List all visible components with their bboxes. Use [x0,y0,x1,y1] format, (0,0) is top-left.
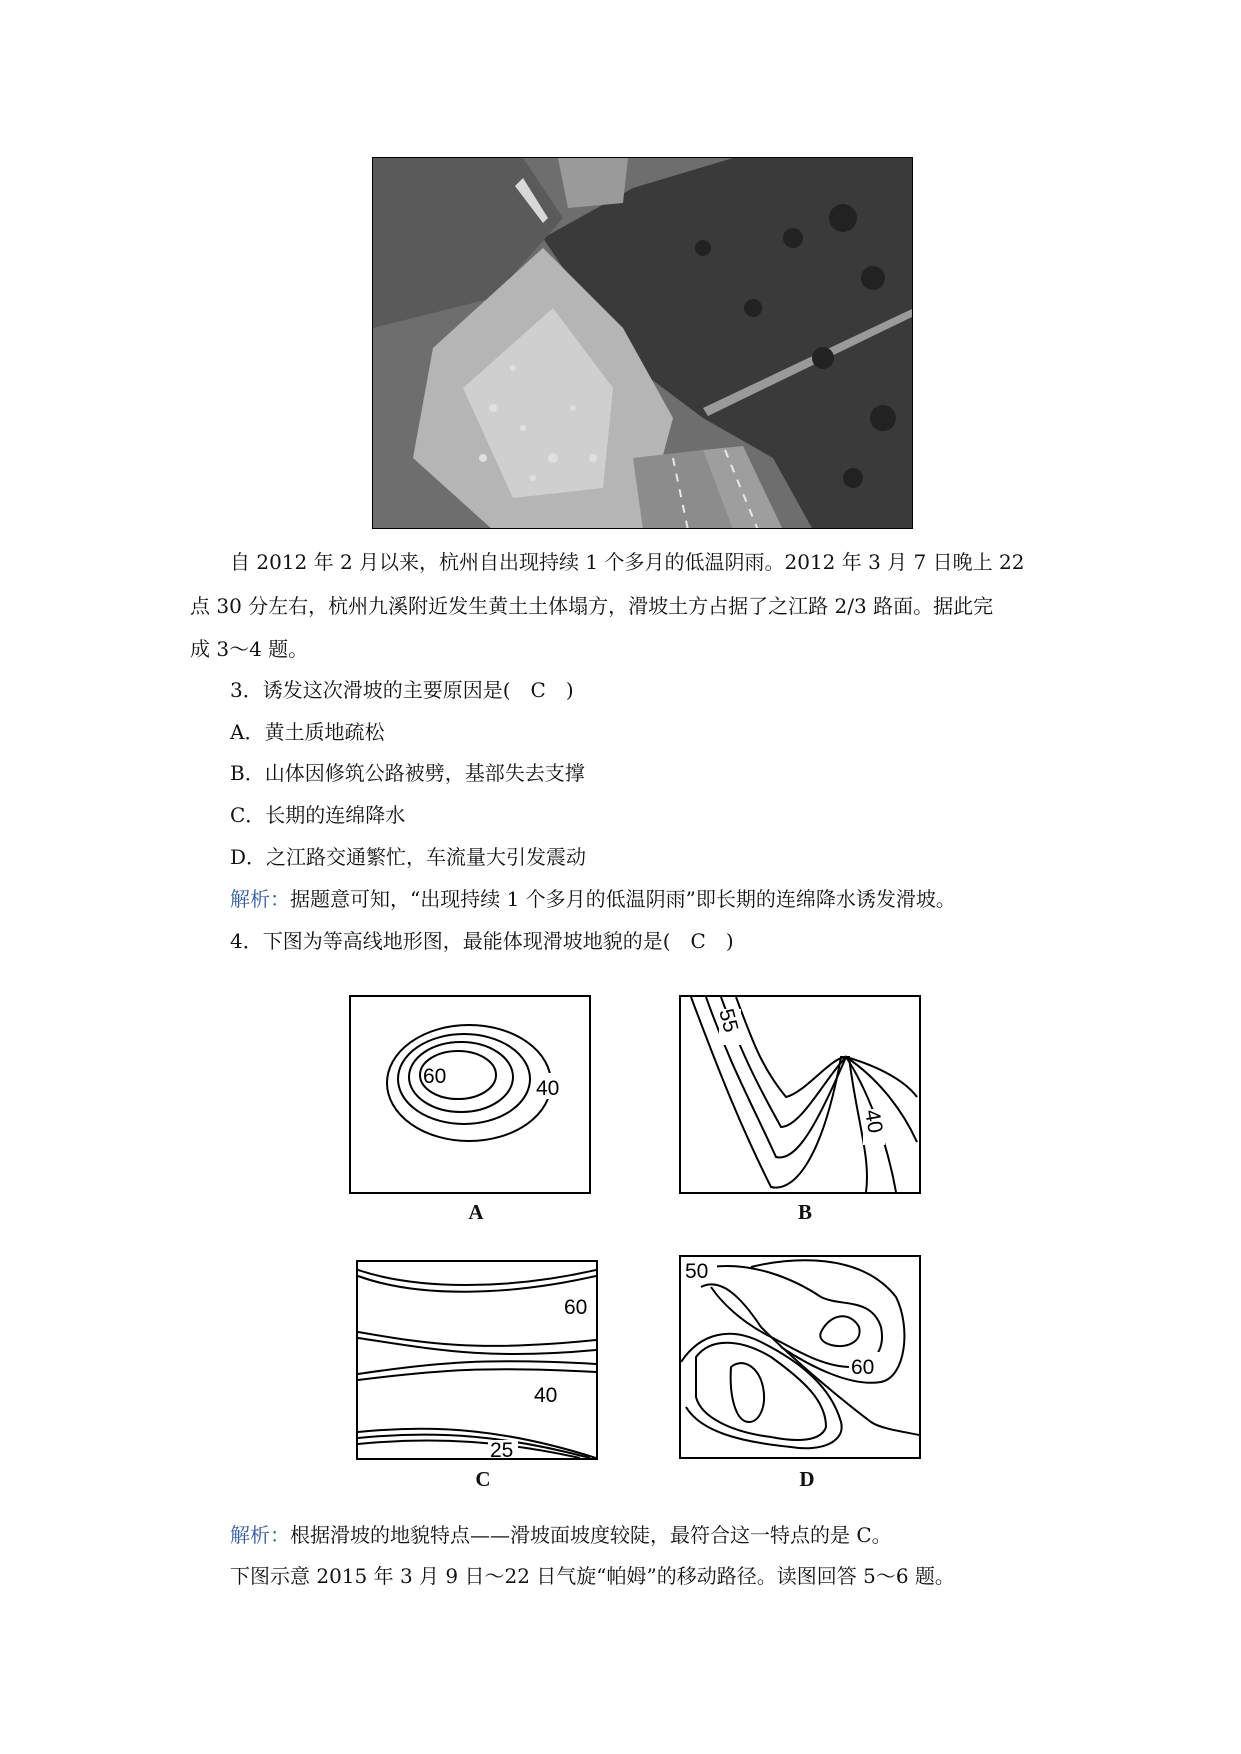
analysis-text: 据题意可知，“出现持续 1 个多月的低温阴雨”即长期的连绵降水诱发滑坡。 [290,887,956,911]
q3-option-a: A．黄土质地疏松 [230,720,385,744]
analysis-label: 解析： [230,1523,290,1547]
contour-map-d [679,1255,921,1459]
q3-option-c: C．长期的连绵降水 [230,803,406,827]
landslide-photo [372,157,913,529]
contour-label: 60 [423,1065,447,1088]
contour-label: 25 [490,1439,514,1458]
intro-line-3: 成 3～4 题。 [190,637,309,661]
contour-label: 60 [564,1296,588,1319]
contour-label: 40 [536,1077,560,1100]
analysis-text: 根据滑坡的地貌特点——滑坡面坡度较陡，最符合这一特点的是 C。 [290,1523,892,1547]
diagram-label-b: B [797,1200,812,1224]
contour-label: 40 [860,1107,887,1135]
contour-label: 55 [714,1006,743,1035]
diagram-label-d: D [799,1467,815,1491]
contour-label: 50 [685,1260,709,1283]
q4-stem: 4．下图为等高线地形图，最能体现滑坡地貌的是( C ) [230,929,734,953]
q3-option-b: B．山体因修筑公路被劈，基部失去支撑 [230,761,585,785]
q3-stem: 3．诱发这次滑坡的主要原因是( C ) [230,678,574,702]
q4-analysis [230,1520,892,1550]
q3-option-d: D．之江路交通繁忙，车流量大引发震动 [230,845,587,869]
contour-label: 60 [851,1356,875,1379]
next-question-intro: 下图示意 2015 年 3 月 9 日～22 日气旋“帕姆”的移动路径。读图回答 5～6 题。 [230,1564,955,1588]
contour-map-c [356,1260,598,1460]
diagram-label-c: C [475,1467,491,1491]
q3-analysis [230,884,956,914]
intro-line-1: 自 2012 年 2 月以来，杭州自出现持续 1 个多月的低温阴雨。2012 年 3 月 7 日晚上 22 [230,550,1025,574]
intro-line-2: 点 30 分左右，杭州九溪附近发生黄土土体塌方，滑坡土方占据了之江路 2/3 路面。据此完 [190,594,994,618]
contour-map-b [679,995,921,1194]
contour-map-a [349,995,591,1194]
diagram-label-a: A [468,1200,484,1224]
contour-label: 40 [534,1384,558,1407]
analysis-label: 解析： [230,887,290,911]
